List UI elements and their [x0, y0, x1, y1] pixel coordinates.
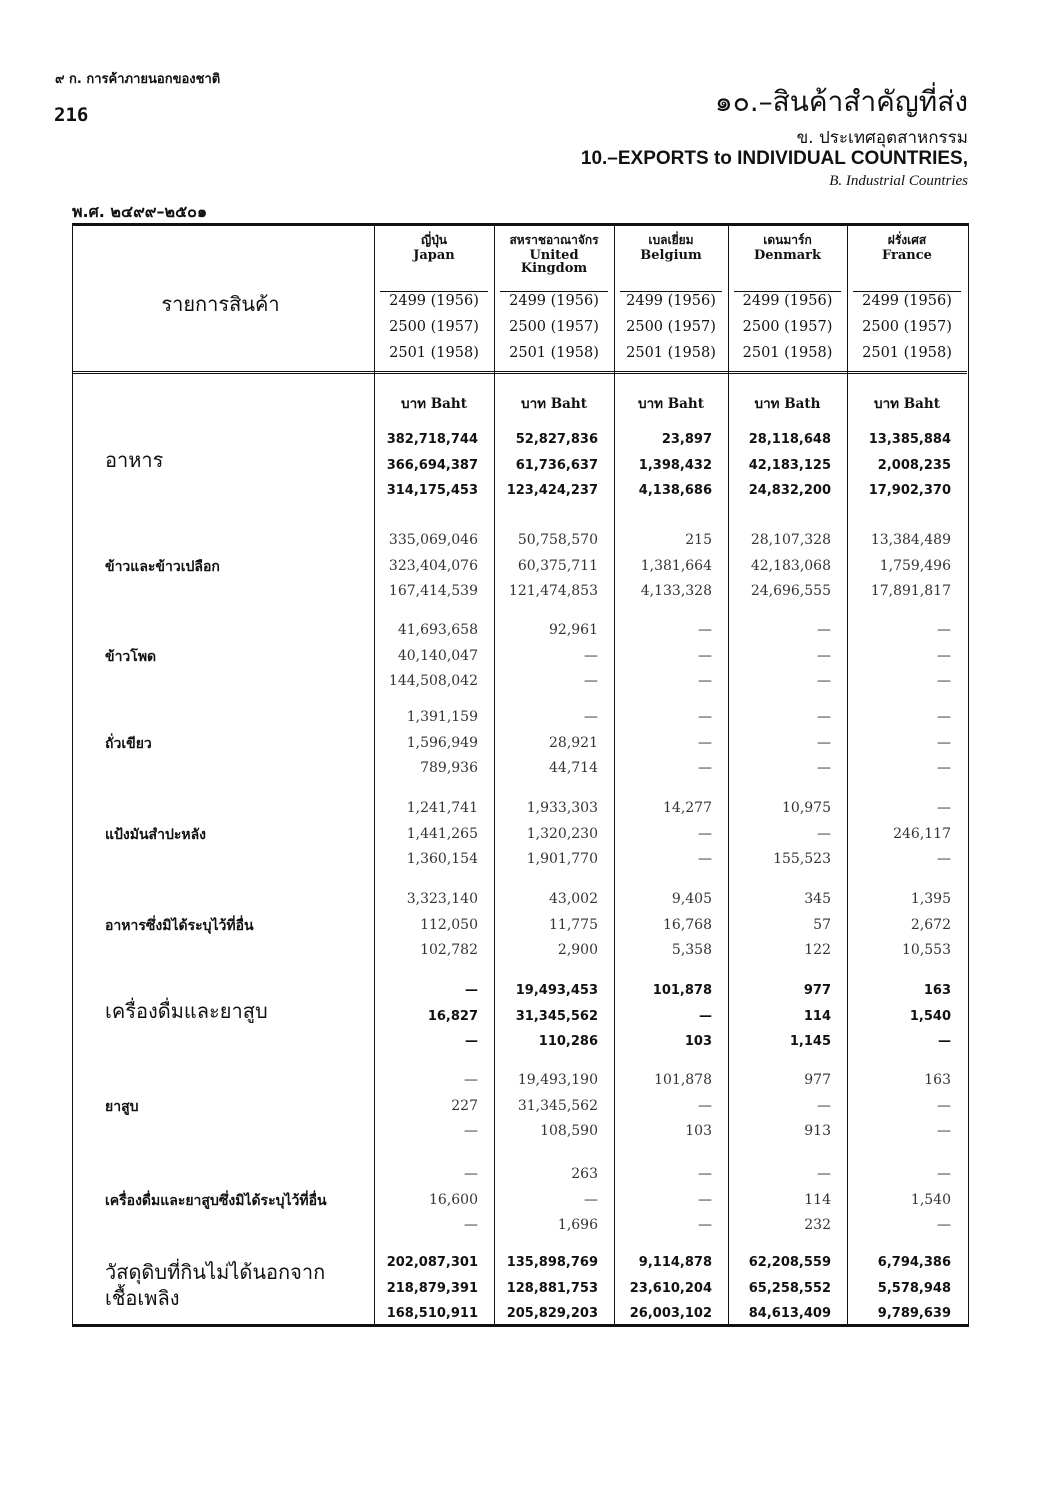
table-cell: 4,133,328	[640, 583, 712, 599]
table-cell: 13,384,489	[870, 532, 951, 548]
table-cell: —	[937, 673, 951, 689]
table-cell: 52,827,836	[515, 432, 598, 447]
table-cell: 65,258,552	[748, 1280, 831, 1296]
table-cell: —	[698, 1217, 712, 1233]
table-cell: —	[937, 1217, 951, 1233]
table-cell: 16,827	[427, 1008, 478, 1024]
table-cell: 114	[804, 1191, 831, 1208]
items-column-header: รายการสินค้า	[161, 292, 280, 316]
table-cell: 10,975	[782, 800, 831, 816]
table-cell: —	[817, 825, 831, 842]
table-cell: —	[698, 1097, 712, 1114]
header-rule	[734, 291, 841, 292]
column-header-thai: สหราชอาณาจักร	[509, 233, 599, 247]
table-cell: 4,138,686	[638, 483, 712, 498]
table-cell: —	[698, 760, 712, 776]
table-cell: 163	[923, 983, 951, 998]
table-cell: —	[698, 622, 712, 638]
table-cell: —	[937, 1123, 951, 1139]
column-header-thai: ญี่ปุ่น	[420, 233, 448, 247]
table-cell: 26,003,102	[629, 1306, 712, 1321]
unit-label: บาท Baht	[521, 396, 587, 412]
table-cell: 1,241,741	[406, 800, 478, 816]
table-cell: 5,358	[671, 942, 712, 958]
table-cell: 44,714	[549, 760, 598, 776]
table-cell: 227	[451, 1097, 478, 1114]
thai-subtitle: ข. ประเทศอุตสาหกรรม	[796, 128, 968, 148]
table-cell: 10,553	[902, 942, 951, 958]
table-cell: 205,829,203	[506, 1306, 598, 1321]
unit-label: บาท Bath	[754, 396, 821, 412]
table-cell: —	[465, 983, 478, 998]
header-bottom-rule	[73, 371, 967, 377]
table-cell: 1,398,432	[638, 457, 712, 473]
row-label: อาหารซึ่งมิได้ระบุไว้ที่อื่น	[105, 918, 254, 934]
table-cell: —	[817, 760, 831, 776]
table-cell: 9,789,639	[877, 1306, 951, 1321]
table-cell: 167,414,539	[388, 583, 478, 599]
exports-table	[72, 223, 969, 1327]
table-cell: 789,936	[420, 760, 478, 776]
year-label: 2499 (1956)	[509, 293, 599, 309]
table-cell: 1,933,303	[526, 800, 598, 816]
row-label: วัสดุดิบที่กินไม่ได้นอกจากเชื้อเพลิง	[105, 1260, 326, 1310]
table-cell: 122	[804, 942, 831, 958]
table-cell: 345	[804, 891, 831, 907]
table-cell: 1,540	[910, 1191, 951, 1208]
year-label: 2499 (1956)	[742, 293, 833, 309]
table-cell: 215	[685, 532, 712, 548]
header-rule	[853, 291, 961, 292]
table-cell: 31,345,562	[515, 1008, 598, 1024]
table-cell: 1,696	[557, 1217, 598, 1233]
table-cell: 28,107,328	[750, 532, 831, 548]
column-header-english: Japan	[413, 248, 455, 263]
table-cell: 1,540	[909, 1008, 951, 1024]
table-cell: 24,696,555	[750, 583, 831, 599]
year-label: 2500 (1957)	[389, 319, 479, 335]
table-cell: 128,881,753	[506, 1280, 598, 1296]
year-label: 2499 (1956)	[626, 293, 716, 309]
table-cell: —	[817, 1097, 831, 1114]
table-cell: 31,345,562	[517, 1097, 598, 1114]
table-cell: 1,596,949	[406, 734, 478, 751]
table-cell: 101,878	[654, 1072, 712, 1088]
table-cell: 1,391,159	[406, 709, 478, 725]
table-cell: 28,118,648	[748, 432, 831, 447]
header-rule	[380, 291, 488, 292]
table-cell: —	[464, 1072, 478, 1088]
table-cell: 19,493,190	[517, 1072, 598, 1088]
table-cell: —	[698, 851, 712, 867]
table-cell: 102,782	[420, 942, 478, 958]
column-header	[614, 234, 728, 262]
table-cell: 103	[684, 1034, 712, 1049]
row-label: เครื่องดื่มและยาสูบ	[105, 999, 268, 1023]
table-cell: 3,323,140	[406, 891, 478, 907]
table-cell: 6,794,386	[877, 1255, 951, 1270]
table-cell: 1,901,770	[526, 851, 598, 867]
table-cell: 14,277	[663, 800, 712, 816]
table-cell: —	[464, 1123, 478, 1139]
table-cell: 144,508,042	[388, 673, 478, 689]
row-label: เครื่องดื่มและยาสูบซึ่งมิได้ระบุไว้ที่อื่น	[105, 1193, 327, 1209]
table-cell: 2,672	[910, 916, 951, 933]
table-cell: —	[698, 1191, 712, 1208]
header-rule	[500, 291, 608, 292]
table-cell: 323,404,076	[388, 557, 478, 574]
table-cell: 263	[571, 1166, 598, 1182]
table-cell: 108,590	[540, 1123, 598, 1139]
year-label: 2501 (1958)	[509, 345, 599, 361]
table-cell: —	[698, 825, 712, 842]
table-cell: 232	[804, 1217, 831, 1233]
table-cell: 50,758,570	[517, 532, 598, 548]
table-cell: 9,405	[671, 891, 712, 907]
table-cell: —	[817, 734, 831, 751]
english-title: 10.–EXPORTS to INDIVIDUAL COUNTRIES,	[580, 148, 968, 169]
unit-label: บาท Baht	[401, 396, 467, 412]
table-cell: 135,898,769	[506, 1255, 598, 1270]
table-cell: 101,878	[652, 983, 712, 998]
year-label: 2499 (1956)	[389, 293, 479, 309]
table-cell: —	[584, 1191, 598, 1208]
table-cell: —	[937, 760, 951, 776]
table-cell: 17,891,817	[870, 583, 951, 599]
table-cell: —	[937, 800, 951, 816]
table-cell: 163	[924, 1072, 951, 1088]
table-cell: 2,900	[557, 942, 598, 958]
running-head: ๙ ก. การค้าภายนอกของชาติ	[55, 72, 221, 87]
table-cell: 40,140,047	[397, 647, 478, 664]
table-cell: 114	[803, 1008, 831, 1024]
table-cell: 1,395	[910, 891, 951, 907]
table-cell: 366,694,387	[386, 457, 478, 473]
row-label: ถั่วเขียว	[105, 736, 152, 752]
column-header	[494, 234, 614, 275]
unit-label: บาท Baht	[638, 396, 704, 412]
table-cell: —	[698, 709, 712, 725]
table-cell: 23,610,204	[629, 1280, 712, 1296]
table-cell: 110,286	[538, 1034, 598, 1049]
table-cell: —	[938, 1034, 951, 1049]
column-header-thai: ฝรั่งเศส	[887, 233, 927, 247]
table-cell: 84,613,409	[748, 1306, 831, 1321]
table-cell: —	[584, 647, 598, 664]
table-cell: —	[937, 1097, 951, 1114]
column-header	[847, 234, 967, 262]
year-label: 2500 (1957)	[626, 319, 716, 335]
table-cell: 1,145	[789, 1034, 831, 1049]
table-cell: 1,381,664	[640, 557, 712, 574]
column-header-thai: เดนมาร์ก	[763, 233, 812, 247]
table-cell: 913	[804, 1123, 831, 1139]
table-cell: 62,208,559	[748, 1255, 831, 1270]
row-label: ข้าวและข้าวเปลือก	[105, 559, 220, 575]
table-cell: 16,768	[663, 916, 712, 933]
table-cell: —	[817, 709, 831, 725]
column-header-english: United Kingdom	[520, 248, 588, 276]
table-cell: 1,759,496	[879, 557, 951, 574]
column-header-english: Belgium	[640, 248, 702, 263]
table-cell: —	[698, 734, 712, 751]
table-cell: 28,921	[549, 734, 598, 751]
table-cell: 218,879,391	[386, 1280, 478, 1296]
table-cell: —	[584, 709, 598, 725]
table-cell: 202,087,301	[386, 1255, 478, 1270]
table-cell: —	[699, 1008, 712, 1024]
table-cell: —	[465, 1034, 478, 1049]
table-cell: 11,775	[549, 916, 598, 933]
year-label: 2501 (1958)	[742, 345, 833, 361]
table-cell: 16,600	[429, 1191, 478, 1208]
table-cell: 43,002	[549, 891, 598, 907]
table-cell: 41,693,658	[397, 622, 478, 638]
table-cell: 5,578,948	[877, 1280, 951, 1296]
table-cell: 13,385,884	[868, 432, 951, 447]
table-cell: 121,474,853	[508, 583, 598, 599]
table-cell: —	[698, 673, 712, 689]
year-label: 2500 (1957)	[862, 319, 952, 335]
table-cell: —	[937, 734, 951, 751]
column-header-english: France	[882, 248, 932, 263]
column-header	[728, 234, 847, 262]
year-label: 2499 (1956)	[862, 293, 952, 309]
table-cell: 168,510,911	[386, 1306, 478, 1321]
table-cell: 335,069,046	[388, 532, 478, 548]
table-cell: —	[698, 1166, 712, 1182]
column-header-english: Denmark	[753, 248, 822, 263]
table-cell: 42,183,068	[750, 557, 831, 574]
table-cell: 155,523	[773, 851, 831, 867]
table-cell: 382,718,744	[386, 432, 478, 447]
table-cell: 314,175,453	[386, 483, 478, 498]
year-label: 2500 (1957)	[742, 319, 833, 335]
table-cell: 123,424,237	[506, 483, 598, 498]
table-cell: 1,441,265	[406, 825, 478, 842]
year-label: 2501 (1958)	[626, 345, 716, 361]
table-cell: —	[817, 673, 831, 689]
year-range: พ.ศ. ๒๔๙๙–๒๕๐๑	[72, 202, 208, 221]
thai-title: ๑๐.–สินค้าสำคัญที่ส่ง	[714, 85, 968, 118]
year-label: 2501 (1958)	[862, 345, 952, 361]
year-label: 2501 (1958)	[389, 345, 479, 361]
table-cell: 42,183,125	[748, 457, 831, 473]
table-cell: 60,375,711	[517, 557, 598, 574]
table-cell: —	[937, 709, 951, 725]
row-label: อาหาร	[105, 448, 164, 472]
table-cell: —	[817, 622, 831, 638]
row-label: ยาสูบ	[105, 1099, 139, 1115]
table-cell: —	[937, 1166, 951, 1182]
table-cell: —	[817, 647, 831, 664]
table-cell: 19,493,453	[515, 983, 598, 998]
table-cell: —	[584, 673, 598, 689]
table-cell: 92,961	[549, 622, 598, 638]
table-cell: 17,902,370	[868, 483, 951, 498]
table-cell: 23,897	[661, 432, 712, 447]
table-cell: 112,050	[420, 916, 478, 933]
header-rule	[620, 291, 722, 292]
column-header-thai: เบลเยี่ยม	[648, 233, 694, 247]
table-cell: 9,114,878	[638, 1255, 712, 1270]
table-cell: —	[937, 851, 951, 867]
table-cell: 977	[803, 983, 831, 998]
table-cell: —	[937, 622, 951, 638]
table-cell: 61,736,637	[515, 457, 598, 473]
unit-label: บาท Baht	[874, 396, 940, 412]
table-cell: 1,320,230	[526, 825, 598, 842]
column-header	[374, 234, 494, 262]
table-cell: —	[937, 647, 951, 664]
table-cell: —	[817, 1166, 831, 1182]
year-label: 2500 (1957)	[509, 319, 599, 335]
row-label: ข้าวโพด	[105, 649, 157, 665]
table-cell: 24,832,200	[748, 483, 831, 498]
table-cell: —	[698, 647, 712, 664]
table-cell: 2,008,235	[877, 457, 951, 473]
table-cell: 977	[804, 1072, 831, 1088]
table-cell: —	[464, 1166, 478, 1182]
english-subtitle: B. Industrial Countries	[829, 173, 968, 189]
table-cell: —	[464, 1217, 478, 1233]
table-cell: 57	[813, 916, 831, 933]
table-cell: 246,117	[893, 825, 951, 842]
table-cell: 1,360,154	[406, 851, 478, 867]
row-label: แป้งมันสำปะหลัง	[105, 827, 207, 843]
page-number: 216	[54, 104, 89, 126]
table-cell: 103	[685, 1123, 712, 1139]
